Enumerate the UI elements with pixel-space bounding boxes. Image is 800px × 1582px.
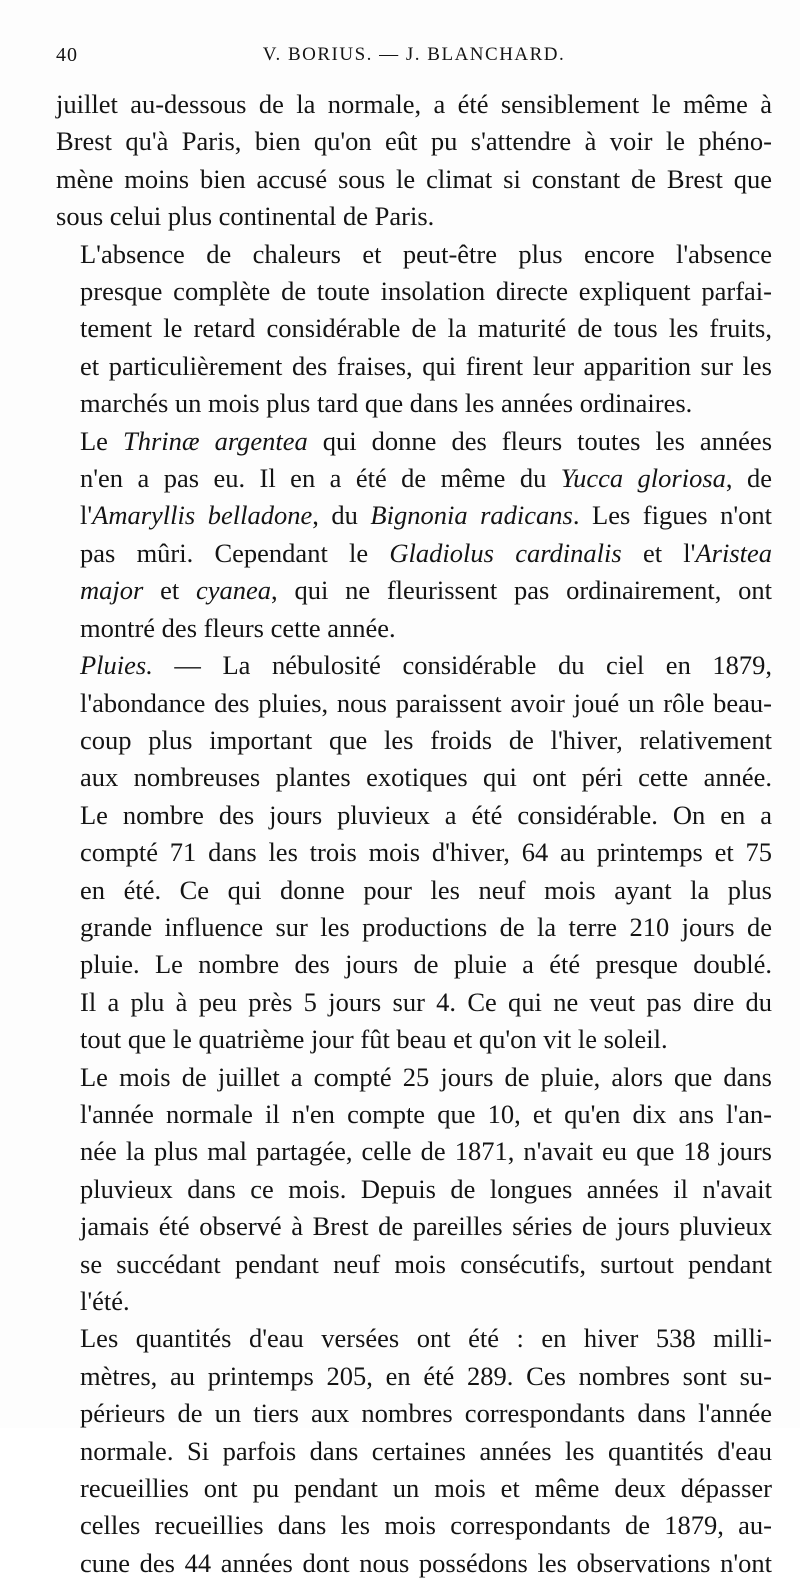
text-line: n'en a pas eu. Il en a été de même du Yucca gloriosa, de [80, 463, 773, 494]
paragraph-6 [56, 1320, 772, 1582]
text-line: marchés un mois plus tard que dans les années ordinaires. [80, 388, 693, 419]
text-line: Le Thrinæ argentea qui donne des fleurs toutes les années [80, 425, 773, 456]
text-line: Le nombre des jours pluvieux a été considérable. On en a [80, 799, 772, 830]
text-line: Brest qu'à Paris, bien qu'on eût pu s'attendre à voir le phéno- [56, 126, 772, 157]
text-line: cune des 44 années dont nous possédons les observations n'ont [80, 1547, 772, 1578]
paragraph-3 [56, 423, 772, 647]
text-line: née la plus mal partagée, celle de 1871, n'avait eu que 18 jours [80, 1136, 772, 1167]
text-line: pas mûri. Cependant le Gladiolus cardinalis et l'Aristea [80, 537, 773, 568]
text-line: en été. Ce qui donne pour les neuf mois ayant la plus [80, 874, 772, 905]
text-line: pluie. Le nombre des jours de pluie a été presque doublé. [80, 949, 772, 980]
text-line: aux nombreuses plantes exotiques qui ont péri cette année. [80, 762, 772, 793]
text-line: juillet au-dessous de la normale, a été sensiblement le même à [56, 89, 772, 119]
text-line: Il a plu à peu près 5 jours sur 4. Ce qui ne veut pas dire du [80, 986, 772, 1017]
text-line: mène moins bien accusé sous le climat si constant de Brest que [56, 163, 772, 194]
text-line: normale. Si parfois dans certaines années les quantités d'eau [80, 1435, 772, 1466]
text-line: celles recueillies dans les mois correspondants de 1879, au- [80, 1510, 772, 1541]
text-line: montré des fleurs cette année. [80, 612, 396, 643]
running-head: V. BORIUS. — J. BLANCHARD. [262, 44, 566, 65]
text-line: compté 71 dans les trois mois d'hiver, 64 au printemps et 75 [80, 837, 772, 868]
text-line: presque complète de toute insolation directe expliquent parfai- [80, 276, 772, 307]
text-line: coup plus important que les froids de l'hiver, relativement [80, 724, 772, 755]
text-line: tout que le quatrième jour fût beau et qu'on vit le soleil. [80, 1024, 668, 1055]
page-number: 40 [56, 44, 78, 66]
text-line: tement le retard considérable de la maturité de tous les fruits, [80, 313, 772, 344]
paragraph-4 [56, 647, 772, 1058]
text-line: L'absence de chaleurs et peut-être plus encore l'absence [80, 238, 772, 269]
text-line: l'été. [80, 1286, 130, 1316]
paragraph-1 [56, 86, 772, 236]
text-line: mètres, au printemps 205, en été 289. Ces nombres sont su- [80, 1360, 772, 1391]
text-line: sous celui plus continental de Paris. [56, 201, 435, 232]
text-line: périeurs de un tiers aux nombres correspondants dans l'année [80, 1398, 772, 1429]
paragraph-2 [56, 236, 772, 423]
text-line: jamais été observé à Brest de pareilles séries de jours pluvieux [80, 1211, 772, 1242]
text-line: et particulièrement des fraises, qui firent leur apparition sur les [80, 350, 772, 381]
text-line: l'année normale il n'en compte que 10, et qu'en dix ans l'an- [80, 1098, 772, 1129]
text-line: l'Amaryllis belladone, du Bignonia radicans. Les figues n'ont [80, 500, 772, 531]
text-line: Les quantités d'eau versées ont été : en hiver 538 milli- [80, 1323, 772, 1354]
text-line: grande influence sur les productions de la terre 210 jours de [80, 911, 772, 942]
text-line: Pluies. — La nébulosité considérable du ciel en 1879, [80, 650, 772, 681]
paragraph-5 [56, 1059, 772, 1321]
text-line: se succédant pendant neuf mois consécutifs, surtout pendant [80, 1248, 772, 1279]
body-text [56, 86, 772, 1582]
text-line: pluvieux dans ce mois. Depuis de longues années il n'avait [80, 1173, 772, 1204]
text-line: recueillies ont pu pendant un mois et même deux dépasser [80, 1473, 772, 1504]
text-line: l'abondance des pluies, nous paraissent avoir joué un rôle beau- [80, 687, 772, 718]
page-header [56, 44, 772, 74]
text-line: major et cyanea, qui ne fleurissent pas ordinairement, ont [80, 575, 772, 606]
text-line: Le mois de juillet a compté 25 jours de pluie, alors que dans [80, 1061, 772, 1092]
